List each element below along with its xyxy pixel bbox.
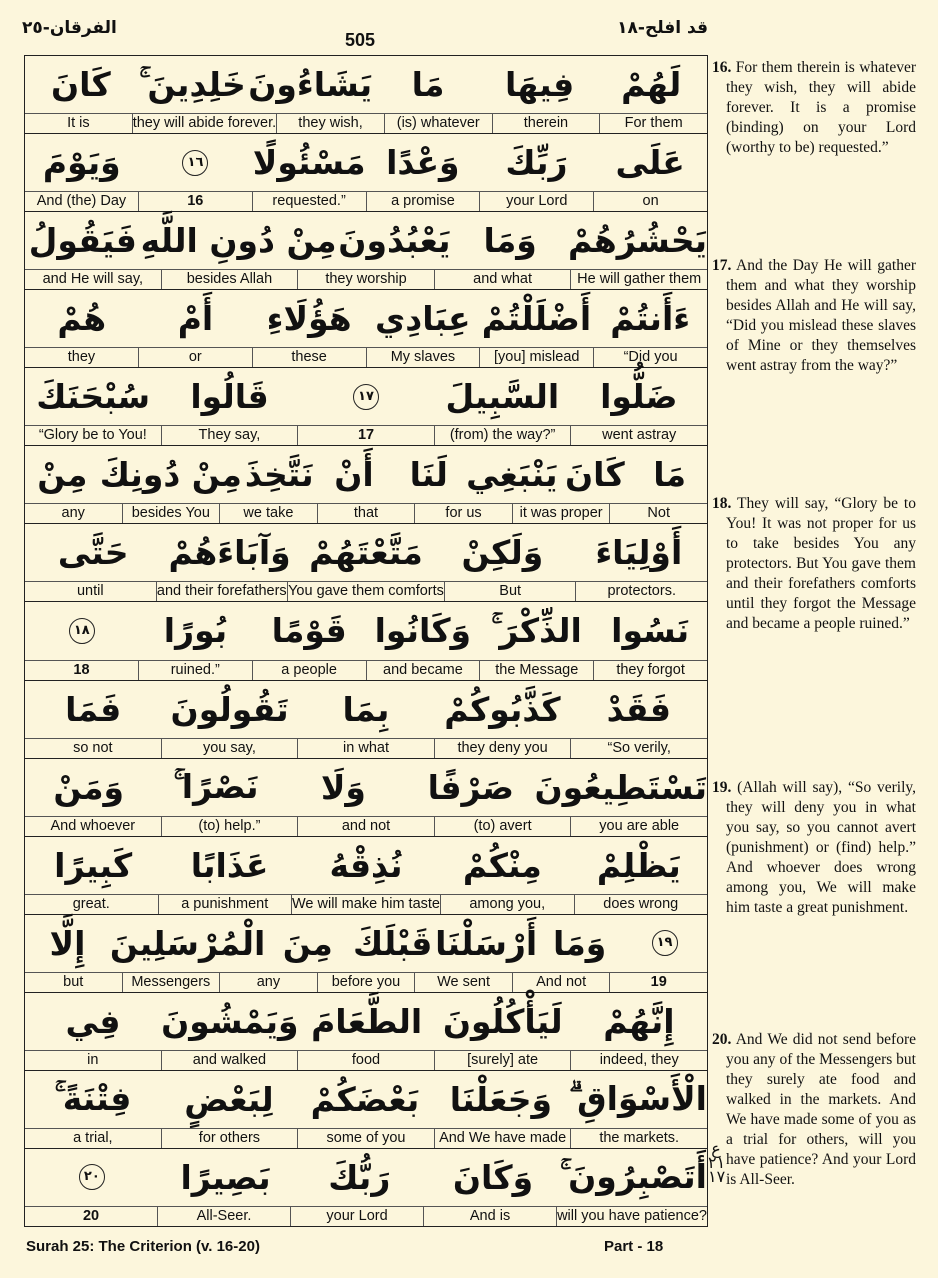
english-gloss: “Glory be to You! [38, 427, 147, 444]
english-gloss: besides You [122, 504, 220, 523]
english-gloss: a trial, [73, 1129, 113, 1146]
english-gloss: protectors. [575, 582, 707, 601]
arabic-line [25, 446, 707, 503]
english-gloss: He will gather them [570, 270, 707, 289]
english-gloss: a people [252, 661, 366, 680]
arabic-word: وَآبَاءَهُمْ [168, 533, 291, 573]
english-gloss: “Did you [593, 348, 707, 367]
arabic-word: رَبِّكَ [505, 143, 568, 183]
english-gloss-line [25, 1206, 707, 1226]
english-gloss: they wish, [276, 114, 384, 133]
arabic-word: حَتَّى [57, 533, 129, 573]
arabic-word: بُورًا [163, 611, 228, 651]
arabic-word: عَذَابًا [190, 845, 269, 885]
verse-row [25, 915, 707, 993]
arabic-word: أَمْ [177, 299, 214, 339]
verse-row [25, 290, 707, 368]
arabic-word: وَلَكِنْ [461, 533, 544, 573]
arabic-word: مَا [653, 455, 687, 495]
arabic-word: أَتَصْبِرُونَ ۚ [559, 1157, 707, 1197]
verse-row [25, 56, 707, 134]
verse-row [25, 524, 707, 602]
english-gloss: some of you [297, 1129, 434, 1148]
english-gloss: and their forefathers [156, 583, 287, 600]
english-gloss: does wrong [574, 895, 708, 914]
verse-end-marker: ١٩ [622, 930, 707, 956]
arabic-line [25, 212, 707, 269]
arabic-word: يَعْبُدُونَ [338, 221, 451, 261]
arabic-word: بِمَا [342, 689, 390, 729]
english-gloss: and became [366, 661, 480, 680]
ruku-mark: ع ٢١ ١٧ [708, 1139, 726, 1186]
arabic-word: قَبْلَكَ [353, 923, 433, 963]
verse-row [25, 602, 707, 680]
arabic-word: نَسُوا [611, 611, 690, 651]
arabic-word: لَهُمْ [621, 65, 682, 105]
english-gloss-line [25, 1050, 707, 1070]
arabic-word: السَّبِيلَ [445, 377, 560, 417]
english-gloss-line [25, 660, 707, 680]
english-gloss: and what [434, 270, 571, 289]
english-gloss: And is [423, 1207, 556, 1226]
arabic-line [25, 524, 707, 581]
arabic-word: فِتْنَةً ۚ [54, 1079, 132, 1119]
english-gloss: you say, [161, 739, 298, 758]
english-gloss: For them [599, 114, 707, 133]
english-gloss: And whoever [50, 817, 136, 834]
english-gloss: they [67, 349, 96, 366]
english-gloss: (to) help.” [161, 817, 298, 836]
english-gloss: they forgot [593, 661, 707, 680]
english-gloss: It is [67, 115, 90, 132]
english-gloss: until [76, 583, 104, 600]
arabic-word: مَتَّعْتَهُمْ [309, 533, 423, 573]
arabic-word: نَتَّخِذَ [244, 455, 314, 495]
english-gloss-line [25, 269, 707, 289]
english-gloss: besides Allah [161, 270, 298, 289]
arabic-word: صَرْفًا [427, 767, 514, 807]
verse-translation-19: 19. (Allah will say), “So verily, they will deny you in what you say, so you cannot avert (punishment) or (find) help.” And whoever does wrong among you, We will make him taste a great punishment. [712, 779, 917, 916]
english-gloss: But [444, 582, 576, 601]
verse-end-marker: ١٦ [139, 150, 253, 176]
english-gloss-line [25, 972, 707, 992]
arabic-word: وَجَعَلْنَا [449, 1079, 553, 1119]
arabic-word: عِبَادِي [375, 299, 471, 339]
english-gloss-line [25, 347, 707, 367]
english-gloss: My slaves [366, 348, 480, 367]
english-gloss: any [219, 973, 317, 992]
english-gloss: great. [72, 895, 110, 912]
arabic-line [25, 759, 707, 816]
english-gloss: therein [492, 114, 600, 133]
english-gloss: that [317, 504, 415, 523]
english-gloss: And We have made [434, 1129, 571, 1148]
arabic-word: بَعْضَكُمْ [310, 1079, 420, 1119]
arabic-word: رَبُّكَ [328, 1157, 391, 1197]
arabic-word: مِنْ دُونِ اللَّهِ [140, 221, 337, 261]
arabic-word: يَظْلِمْ [596, 845, 681, 885]
english-gloss: it was proper [512, 504, 610, 523]
arabic-word: إِلَّا [49, 923, 86, 963]
english-gloss-line [25, 425, 707, 445]
english-gloss: they deny you [434, 739, 571, 758]
english-gloss: ruined.” [138, 661, 252, 680]
verse-row [25, 368, 707, 446]
arabic-word: فِي [65, 1001, 121, 1041]
arabic-word: نَصْرًا ۚ [173, 767, 259, 807]
page-number: 505 [344, 30, 376, 50]
verse-end-marker: ١٧ [298, 384, 434, 410]
arabic-word: يَحْشُرُهُمْ [567, 221, 707, 261]
arabic-word: سُبْحَنَكَ [36, 377, 151, 417]
verse-row [25, 446, 707, 524]
arabic-word: كَذَّبُوكُمْ [444, 689, 561, 729]
english-gloss: They say, [161, 426, 298, 445]
arabic-line [25, 1149, 707, 1206]
arabic-word: وَكَانَ [452, 1157, 534, 1197]
english-gloss: for others [161, 1129, 298, 1148]
english-gloss: We will make him taste [292, 895, 440, 912]
arabic-word: لَنَا [409, 455, 448, 495]
arabic-word: ءَأَنتُمْ [610, 299, 691, 339]
english-gloss: Messengers [122, 973, 220, 992]
english-gloss: You gave them comforts [288, 583, 444, 600]
arabic-word: فَقَدْ [606, 689, 671, 729]
english-gloss: in what [297, 739, 434, 758]
arabic-line [25, 1071, 707, 1128]
arabic-word: مَسْئُولًا [252, 143, 366, 183]
arabic-word: وَلَا [320, 767, 366, 807]
verse-row [25, 759, 707, 837]
arabic-line [25, 915, 707, 972]
arabic-word: فَمَا [65, 689, 122, 729]
english-gloss: [surely] ate [434, 1051, 571, 1070]
arabic-word: أَرْسَلْنَا [435, 923, 538, 963]
arabic-word: مَا [411, 65, 445, 105]
english-gloss: among you, [440, 895, 574, 914]
english-gloss: or [138, 348, 252, 367]
english-gloss: (to) avert [434, 817, 571, 836]
english-gloss: a promise [366, 192, 480, 211]
english-gloss: we take [219, 504, 317, 523]
arabic-line [25, 993, 707, 1050]
arabic-line [25, 134, 707, 191]
verse-translation-17: 17. And the Day He will gather them and what they worship besides Allah and He will say, “Did you mislead these slaves of Mine or they themselves went astray from the way?” [712, 257, 916, 374]
english-gloss: and He will say, [42, 271, 144, 288]
arabic-word: يَشَاءُونَ [248, 65, 373, 105]
arabic-word: خَلِدِينَ ۚ [139, 64, 246, 104]
arabic-word: قَوْمًا [271, 611, 347, 651]
english-gloss: and walked [161, 1051, 298, 1070]
arabic-word: بَصِيرًا [180, 1157, 271, 1197]
verse-number: 20 [82, 1207, 100, 1224]
english-gloss: for us [414, 504, 512, 523]
english-gloss-line [25, 113, 707, 133]
verse-row [25, 1149, 707, 1226]
english-gloss: went astray [570, 426, 707, 445]
arabic-word: الطَّعَامَ [311, 1001, 423, 1041]
arabic-word: تَسْتَطِيعُونَ [534, 767, 707, 807]
verse-translation-18: 18. They will say, “Glory be to You! It was not proper for us to take besides You any protectors. But You gave them and their forefathers comforts until they forgot the Message and became a people ruined.” [712, 495, 916, 632]
arabic-word: الْأَسْوَاقِ ۗ [568, 1079, 707, 1119]
juz-header: قد افلح-١٨ [617, 18, 708, 38]
verse-end-marker: ١٨ [25, 618, 139, 644]
arabic-word: أَنْ [334, 455, 374, 495]
arabic-word: كَبِيرًا [54, 845, 133, 885]
arabic-word: وَعْدًا [386, 143, 460, 183]
arabic-word: وَكَانُوا [374, 611, 472, 651]
verse-row [25, 134, 707, 212]
english-gloss: food [297, 1051, 434, 1070]
english-gloss: any [61, 505, 85, 522]
verse-number: 16 [138, 192, 252, 211]
arabic-word: مِنْ دُونِكَ [99, 455, 242, 495]
verse-number: 17 [297, 426, 434, 445]
verse-row [25, 993, 707, 1071]
arabic-word: ضَلُّوا [600, 377, 678, 417]
english-gloss: they worship [297, 270, 434, 289]
verse-end-marker: ٢٠ [25, 1164, 159, 1190]
verse-number: 19 [609, 973, 707, 992]
english-gloss: (from) the way?” [434, 426, 571, 445]
english-gloss: We sent [414, 973, 512, 992]
english-gloss: these [252, 348, 366, 367]
english-gloss-line [25, 1128, 707, 1148]
english-gloss: but [63, 973, 84, 990]
arabic-line [25, 681, 707, 738]
surah-header: الفرقان-٢٥ [22, 18, 117, 38]
english-gloss: “So verily, [570, 739, 707, 758]
english-gloss: your Lord [479, 192, 593, 211]
arabic-word: وَمَا [552, 923, 607, 963]
english-gloss: the markets. [570, 1129, 707, 1148]
arabic-word: فَيَقُولُ [28, 221, 137, 261]
translation-column [712, 58, 918, 1230]
arabic-word: هَؤُلَاءِ [266, 299, 352, 339]
arabic-word: قَالُوا [190, 377, 269, 417]
arabic-word: إِنَّهُمْ [603, 1001, 675, 1041]
footer-surah-title: Surah 25: The Criterion (v. 16-20) [26, 1238, 260, 1255]
arabic-line [25, 602, 707, 659]
english-gloss: the Message [479, 661, 593, 680]
english-gloss-line [25, 738, 707, 758]
verse-translation-16: 16. For them therein is whatever they wish, they will abide forever. It is a promise (binding) on your Lord (worthy to be) requested.” [712, 59, 917, 156]
arabic-word: أَضْلَلْتُمْ [481, 299, 592, 339]
arabic-word: يَنْبَغِي [466, 455, 558, 495]
verse-row [25, 1071, 707, 1149]
english-gloss: And (the) Day [36, 193, 127, 210]
arabic-word: الْمُرْسَلِينَ [109, 923, 266, 963]
english-gloss-line [25, 503, 707, 523]
english-gloss: a punishment [158, 895, 292, 914]
arabic-word: الذِّكْرَ ۚ [491, 610, 582, 650]
english-gloss: before you [317, 973, 415, 992]
arabic-word: عَلَى [615, 143, 685, 183]
arabic-word: مِنْكُمْ [462, 845, 542, 885]
english-gloss: on [593, 192, 707, 211]
english-gloss: in [87, 1051, 99, 1068]
english-gloss: [you] mislead [479, 348, 593, 367]
arabic-line [25, 368, 707, 425]
arabic-word: وَيَوْمَ [42, 143, 121, 183]
arabic-word: تَقُولُونَ [170, 689, 289, 729]
arabic-word: فِيهَا [504, 65, 575, 105]
english-gloss: (is) whatever [384, 114, 492, 133]
arabic-line [25, 56, 707, 113]
footer-part: Part - 18 [604, 1238, 664, 1255]
arabic-word: لَيَأْكُلُونَ [442, 1001, 563, 1041]
arabic-word: كَانَ [50, 65, 111, 105]
arabic-word: وَيَمْشُونَ [161, 1001, 299, 1041]
verse-row [25, 681, 707, 759]
english-gloss-line [25, 816, 707, 836]
arabic-word: هُمْ [57, 299, 107, 339]
arabic-word: مِنَ [282, 923, 333, 963]
english-gloss: indeed, they [570, 1051, 707, 1070]
arabic-word: كَانَ [565, 455, 625, 495]
english-gloss: you are able [570, 817, 707, 836]
english-gloss: they will abide forever. [132, 115, 277, 132]
english-gloss: Not [609, 504, 707, 523]
arabic-word: لِبَعْضٍ [184, 1079, 274, 1119]
word-by-word-grid [24, 55, 708, 1227]
verse-row [25, 212, 707, 290]
english-gloss: requested.” [252, 192, 366, 211]
arabic-word: وَمَنْ [53, 767, 125, 807]
english-gloss-line [25, 894, 707, 914]
english-gloss-line [25, 191, 707, 211]
arabic-line [25, 290, 707, 347]
arabic-word: مِنْ [37, 455, 88, 495]
verse-row [25, 837, 707, 915]
arabic-line [25, 837, 707, 894]
english-gloss: All-Seer. [157, 1207, 290, 1226]
arabic-word: وَمَا [483, 221, 537, 261]
english-gloss: will you have patience? [557, 1207, 707, 1224]
verse-translation-20: 20. And We did not send before you any of the Messengers but they surely ate food and walked in the markets. And We have made some of you as a trial for others, will you have patience? And your Lord is All-Seer. [712, 1031, 916, 1188]
english-gloss: and not [297, 817, 434, 836]
arabic-word: نُذِقْهُ [329, 845, 403, 885]
english-gloss: your Lord [290, 1207, 423, 1226]
english-gloss-line [25, 581, 707, 601]
english-gloss: so not [73, 739, 113, 756]
verse-number: 18 [73, 661, 90, 678]
arabic-word: أَوْلِيَاءَ [595, 533, 683, 573]
english-gloss: And not [512, 973, 610, 992]
